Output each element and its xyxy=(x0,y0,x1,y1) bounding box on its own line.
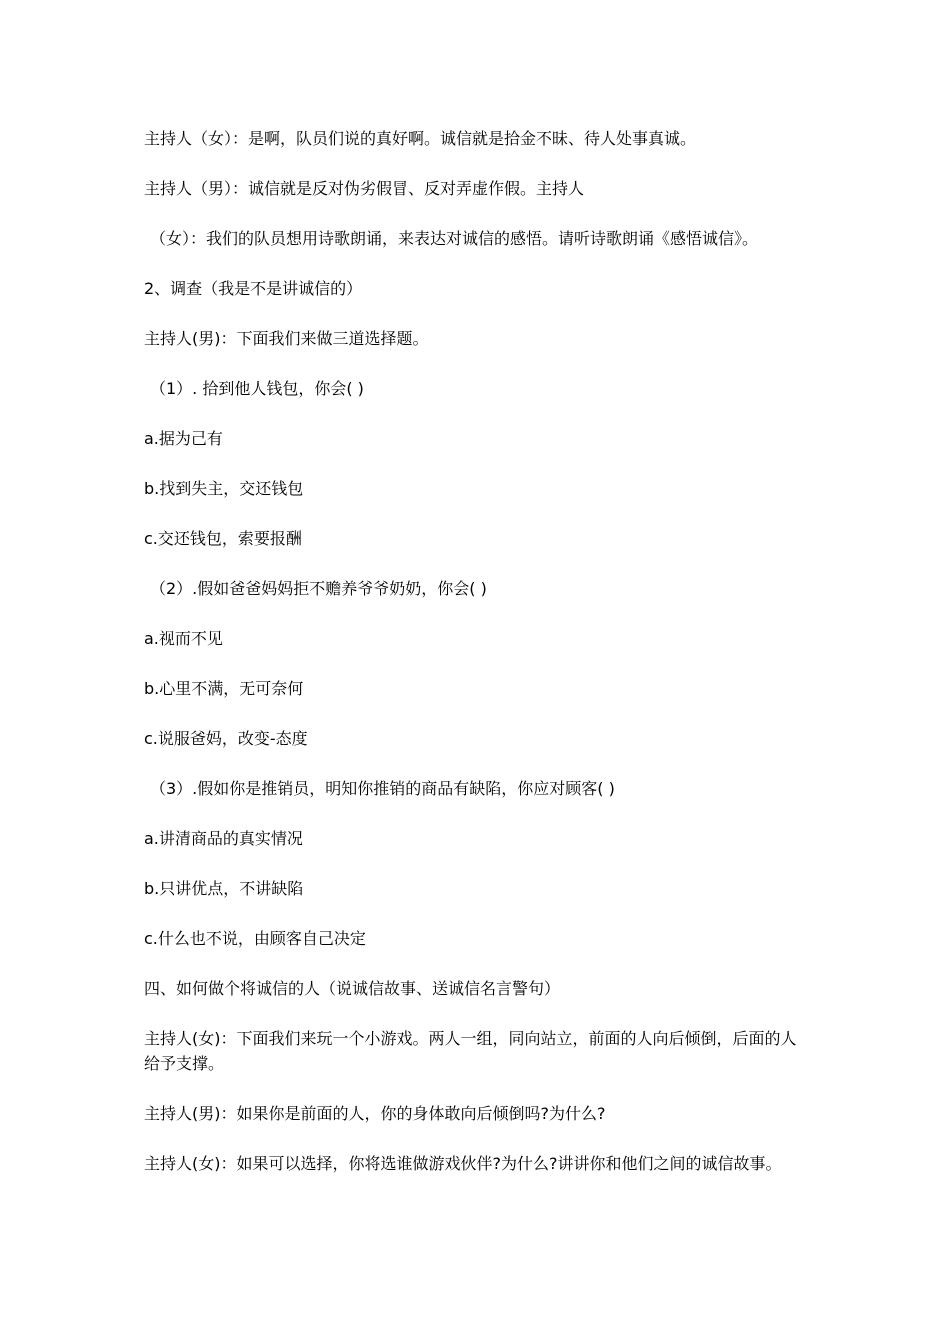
paragraph-host-female-1: 主持人（女）：是啊，队员们说的真好啊。诚信就是拾金不昧、待人处事真诚。 xyxy=(144,129,697,148)
paragraph-host-male-2: 主持人(男)：下面我们来做三道选择题。 xyxy=(144,329,429,348)
question-3-option-c: c.什么也不说，由顾客自己决定 xyxy=(144,929,366,948)
question-2-option-a: a.视而不见 xyxy=(144,629,223,648)
question-2-option-c: c.说服爸妈，改变-态度 xyxy=(144,729,308,748)
question-1: （1）. 拾到他人钱包，你会( ) xyxy=(150,379,364,398)
paragraph-host-male-3: 主持人(男)：如果你是前面的人，你的身体敢向后倾倒吗?为什么? xyxy=(144,1104,606,1123)
question-1-option-a: a.据为己有 xyxy=(144,429,223,448)
section-heading-story: 四、如何做个将诚信的人（说诚信故事、送诚信名言警句） xyxy=(144,979,561,998)
paragraph-host-female-2: （女）：我们的队员想用诗歌朗诵，来表达对诚信的感悟。请听诗歌朗诵《感悟诚信》。 xyxy=(150,229,759,248)
paragraph-host-female-3: 主持人(女)：下面我们来玩一个小游戏。两人一组，同向站立，前面的人向后倾倒，后面的人给予支撑。 xyxy=(144,1029,797,1073)
question-1-option-b: b.找到失主，交还钱包 xyxy=(144,479,304,498)
question-3-option-b: b.只讲优点，不讲缺陷 xyxy=(144,879,304,898)
question-2: （2）.假如爸爸妈妈拒不赡养爷爷奶奶，你会( ) xyxy=(150,579,487,598)
paragraph-host-female-4: 主持人(女)：如果可以选择，你将选谁做游戏伙伴?为什么?讲讲你和他们之间的诚信故事。 xyxy=(144,1154,782,1173)
question-1-option-c: c.交还钱包，索要报酬 xyxy=(144,529,302,548)
question-2-option-b: b.心里不满，无可奈何 xyxy=(144,679,304,698)
question-3: （3）.假如你是推销员，明知你推销的商品有缺陷，你应对顾客( ) xyxy=(150,779,615,798)
question-3-option-a: a.讲清商品的真实情况 xyxy=(144,829,303,848)
section-heading-survey: 2、调查（我是不是讲诚信的） xyxy=(144,279,363,298)
paragraph-host-male-1: 主持人（男）：诚信就是反对伪劣假冒、反对弄虚作假。主持人 xyxy=(144,179,585,198)
